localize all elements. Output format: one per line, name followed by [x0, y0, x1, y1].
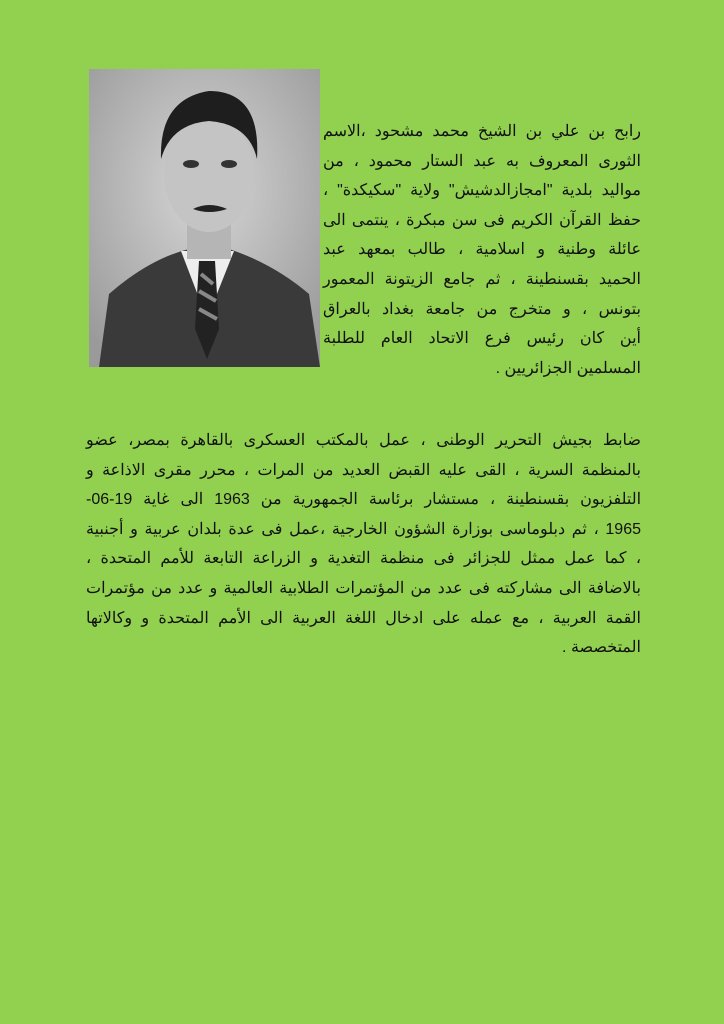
text-line: ، كما عمل ممثل للجزائر فى منظمة التغدية و الزراعة التابعة للأمم المتحدة ،: [86, 550, 641, 568]
text-line: عائلة وطنية و اسلامية ، طالب بمعهد عبد: [323, 241, 641, 259]
text-line: رابح بن علي بن الشيخ محمد مشحود ،الاسم: [323, 123, 641, 140]
text-line: المتخصصة .: [562, 639, 641, 657]
text-line: أين كان رئيس فرع الاتحاد العام للطلبة: [323, 330, 641, 348]
text-line: بالاضافة الى مشاركته فى عدد من المؤتمرات الطلابية العالمية و عدد من مؤتمرات: [86, 579, 641, 597]
text-line: المسلمين الجزائريين .: [495, 359, 641, 377]
text-line: مواليد بلدية "امجازالدشيش" ولاية "سكيكدة" ،: [323, 182, 641, 200]
text-line: حفظ القرآن الكريم فى سن مبكرة ، ينتمى الى: [323, 211, 641, 229]
text-line: ضابط بجيش التحرير الوطنى ، عمل بالمكتب العسكرى بالقاهرة بمصر، عضو: [86, 432, 641, 449]
text-line: الثورى المعروف به عبد الستار محمود ، من: [323, 152, 641, 170]
text-line: بالمنظمة السرية ، القى عليه القبض العديد من المرات ، محرر مقرى الاذاعة و: [86, 461, 641, 479]
text-line: بتونس ، و متخرج من جامعة بغداد بالعراق: [323, 300, 641, 318]
biography-paragraph-1: [323, 117, 641, 383]
text-line: القمة العربية ، مع عمله على ادخال اللغة العربية الى الأمم المتحدة و وكالاتها: [86, 609, 641, 627]
text-line: 1965 ، ثم دبلوماسى بوزارة الشؤون الخارجية ،عمل فى عدة بلدان عربية و أجنبية: [86, 520, 641, 538]
text-line: الحميد بقسنطينة ، ثم جامع الزيتونة المعمور: [323, 270, 641, 288]
biography-paragraph-2: [86, 426, 641, 663]
text-line: التلفزيون بقسنطينة ، مستشار برئاسة الجمهورية من 1963 الى غاية 19-06-: [86, 491, 642, 509]
portrait-photo: [89, 69, 320, 367]
